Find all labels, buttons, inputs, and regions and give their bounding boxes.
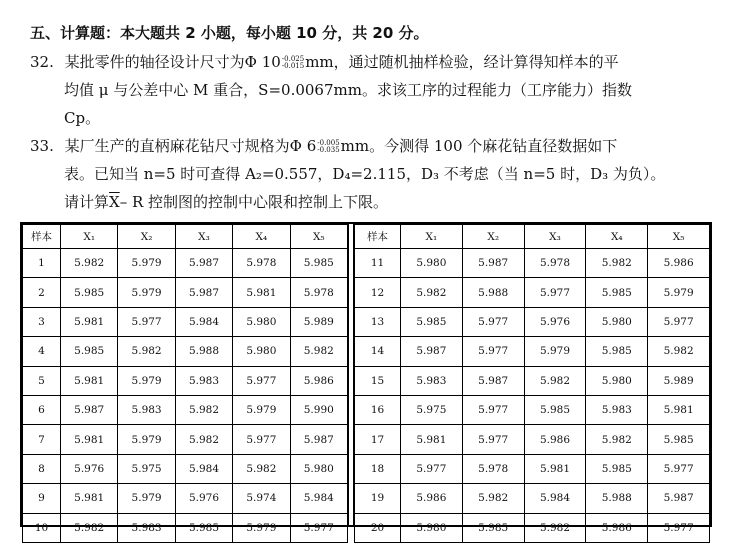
measurement-cell: 5.980 bbox=[401, 513, 463, 542]
table-row bbox=[23, 337, 348, 366]
measurement-cell: 5.981 bbox=[61, 307, 118, 336]
measurement-cell: 5.974 bbox=[233, 484, 290, 513]
left-header-cell: X₁ bbox=[61, 225, 118, 249]
left-table bbox=[22, 224, 348, 543]
measurement-cell: 5.981 bbox=[648, 395, 710, 424]
measurement-cell: 5.977 bbox=[648, 307, 710, 336]
table-row bbox=[355, 513, 710, 542]
measurement-cell: 5.984 bbox=[175, 454, 232, 483]
measurement-cell: 5.981 bbox=[61, 366, 118, 395]
table-row bbox=[23, 249, 348, 278]
measurement-cell: 5.982 bbox=[586, 425, 648, 454]
measurement-cell: 5.976 bbox=[61, 454, 118, 483]
measurement-cell: 5.982 bbox=[586, 249, 648, 278]
q32-tol-lower: -0.015 bbox=[281, 62, 305, 70]
table-row bbox=[355, 395, 710, 424]
sample-number-cell: 8 bbox=[23, 454, 61, 483]
measurement-cell: 5.982 bbox=[648, 337, 710, 366]
measurement-cell: 5.979 bbox=[648, 278, 710, 307]
sample-number-cell: 9 bbox=[23, 484, 61, 513]
q32-text-a: 某批零件的轴径设计尺寸为Φ 10 bbox=[64, 53, 281, 71]
measurement-cell: 5.980 bbox=[233, 307, 290, 336]
measurement-cell: 5.986 bbox=[524, 425, 586, 454]
measurement-cell: 5.977 bbox=[290, 513, 347, 542]
left-header-cell: X₃ bbox=[175, 225, 232, 249]
measurement-cell: 5.985 bbox=[462, 513, 524, 542]
sample-number-cell: 1 bbox=[23, 249, 61, 278]
right-header-cell: 样本 bbox=[355, 225, 401, 249]
measurement-cell: 5.977 bbox=[118, 307, 175, 336]
measurement-cell: 5.986 bbox=[290, 366, 347, 395]
measurement-cell: 5.975 bbox=[401, 395, 463, 424]
measurement-cell: 5.980 bbox=[290, 454, 347, 483]
measurement-cell: 5.979 bbox=[233, 513, 290, 542]
measurement-cell: 5.976 bbox=[524, 307, 586, 336]
measurement-cell: 5.984 bbox=[290, 484, 347, 513]
sample-number-cell: 12 bbox=[355, 278, 401, 307]
measurement-cell: 5.987 bbox=[175, 249, 232, 278]
sample-number-cell: 11 bbox=[355, 249, 401, 278]
table-row bbox=[355, 484, 710, 513]
q32-number: 32. bbox=[30, 53, 54, 71]
sample-number-cell: 19 bbox=[355, 484, 401, 513]
q33-text-d: – R 控制图的控制中心限和控制上下限。 bbox=[119, 193, 389, 211]
measurement-cell: 5.979 bbox=[118, 249, 175, 278]
measurement-cell: 5.981 bbox=[61, 425, 118, 454]
measurement-cell: 5.982 bbox=[233, 454, 290, 483]
measurement-cell: 5.987 bbox=[175, 278, 232, 307]
measurement-cell: 5.984 bbox=[524, 484, 586, 513]
sample-number-cell: 17 bbox=[355, 425, 401, 454]
q32-text-b: mm，通过随机抽样检验，经计算得知样本的平 bbox=[305, 53, 619, 71]
q33-text-c: 请计算 bbox=[64, 193, 110, 211]
measurement-cell: 5.980 bbox=[401, 249, 463, 278]
sample-number-cell: 7 bbox=[23, 425, 61, 454]
measurement-cell: 5.977 bbox=[462, 425, 524, 454]
measurement-cell: 5.986 bbox=[401, 484, 463, 513]
sample-number-cell: 13 bbox=[355, 307, 401, 336]
measurement-cell: 5.989 bbox=[290, 307, 347, 336]
left-header-cell: X₂ bbox=[118, 225, 175, 249]
measurement-cell: 5.985 bbox=[401, 307, 463, 336]
q33-tol-upper: -0.005 bbox=[317, 139, 340, 147]
measurement-cell: 5.981 bbox=[233, 278, 290, 307]
sample-number-cell: 16 bbox=[355, 395, 401, 424]
measurement-cell: 5.977 bbox=[648, 513, 710, 542]
sample-number-cell: 4 bbox=[23, 337, 61, 366]
q33-tol-lower: -0.035 bbox=[317, 146, 340, 154]
measurement-cell: 5.987 bbox=[61, 395, 118, 424]
measurement-cell: 5.978 bbox=[290, 278, 347, 307]
measurement-cell: 5.977 bbox=[401, 454, 463, 483]
measurement-cell: 5.985 bbox=[290, 249, 347, 278]
table-row bbox=[23, 366, 348, 395]
measurement-cell: 5.982 bbox=[524, 366, 586, 395]
table-row bbox=[355, 249, 710, 278]
right-header-cell: X₃ bbox=[524, 225, 586, 249]
table-row bbox=[355, 366, 710, 395]
measurement-cell: 5.984 bbox=[175, 307, 232, 336]
measurement-cell: 5.986 bbox=[648, 249, 710, 278]
table-row bbox=[23, 278, 348, 307]
table-row bbox=[23, 425, 348, 454]
table-row bbox=[355, 425, 710, 454]
measurement-cell: 5.982 bbox=[175, 395, 232, 424]
measurement-cell: 5.983 bbox=[118, 395, 175, 424]
sample-number-cell: 2 bbox=[23, 278, 61, 307]
right-table bbox=[354, 224, 710, 543]
measurement-cell: 5.977 bbox=[462, 337, 524, 366]
measurement-cell: 5.977 bbox=[233, 366, 290, 395]
sample-number-cell: 5 bbox=[23, 366, 61, 395]
measurement-cell: 5.977 bbox=[233, 425, 290, 454]
table-row bbox=[23, 395, 348, 424]
sample-number-cell: 20 bbox=[355, 513, 401, 542]
measurement-cell: 5.985 bbox=[524, 395, 586, 424]
left-header-cell: 样本 bbox=[23, 225, 61, 249]
q32-line1 bbox=[30, 51, 619, 72]
measurement-cell: 5.983 bbox=[401, 366, 463, 395]
table-row bbox=[23, 484, 348, 513]
q33-number: 33. bbox=[30, 137, 54, 155]
measurement-cell: 5.980 bbox=[586, 366, 648, 395]
q32-tolerance bbox=[282, 56, 304, 70]
measurement-cell: 5.987 bbox=[290, 425, 347, 454]
sample-number-cell: 18 bbox=[355, 454, 401, 483]
q33-line3 bbox=[64, 191, 388, 212]
right-header-cell: X₅ bbox=[648, 225, 710, 249]
measurement-cell: 5.988 bbox=[462, 278, 524, 307]
table-row bbox=[355, 454, 710, 483]
measurement-cell: 5.988 bbox=[175, 337, 232, 366]
measurement-cell: 5.985 bbox=[61, 278, 118, 307]
measurement-cell: 5.980 bbox=[586, 307, 648, 336]
sample-number-cell: 15 bbox=[355, 366, 401, 395]
q32-line2: 均值 μ 与公差中心 M 重合，S=0.0067mm。求该工序的过程能力（工序能力）指数 bbox=[64, 81, 632, 99]
measurement-cell: 5.982 bbox=[175, 425, 232, 454]
q33-tolerance bbox=[317, 140, 339, 154]
measurement-cell: 5.979 bbox=[118, 366, 175, 395]
measurement-cell: 5.977 bbox=[462, 307, 524, 336]
q33-text-a: 某厂生产的直柄麻花钻尺寸规格为Φ 6 bbox=[64, 137, 317, 155]
measurement-cell: 5.977 bbox=[648, 454, 710, 483]
measurement-cell: 5.979 bbox=[118, 484, 175, 513]
table-row bbox=[23, 307, 348, 336]
measurement-cell: 5.981 bbox=[61, 484, 118, 513]
right-header-cell: X₂ bbox=[462, 225, 524, 249]
q33-line2: 表。已知当 n=5 时可查得 A₂=0.557，D₄=2.115，D₃ 不考虑（当 n=5 时，D₃ 为负）。 bbox=[64, 165, 666, 183]
q33-line1 bbox=[30, 135, 617, 156]
measurement-cell: 5.985 bbox=[175, 513, 232, 542]
q32-line3: Cp。 bbox=[64, 109, 101, 127]
measurement-cell: 5.981 bbox=[401, 425, 463, 454]
measurement-cell: 5.985 bbox=[586, 337, 648, 366]
table-row bbox=[23, 454, 348, 483]
right-header-cell: X₁ bbox=[401, 225, 463, 249]
left-header-row bbox=[23, 225, 348, 249]
measurement-cell: 5.976 bbox=[175, 484, 232, 513]
measurement-cell: 5.982 bbox=[401, 278, 463, 307]
right-header-cell: X₄ bbox=[586, 225, 648, 249]
right-header-row bbox=[355, 225, 710, 249]
measurement-cell: 5.983 bbox=[175, 366, 232, 395]
measurement-cell: 5.990 bbox=[290, 395, 347, 424]
measurement-cell: 5.978 bbox=[524, 249, 586, 278]
q32-tol-upper: -0.025 bbox=[281, 55, 305, 63]
measurement-cell: 5.981 bbox=[524, 454, 586, 483]
sample-number-cell: 3 bbox=[23, 307, 61, 336]
sample-number-cell: 6 bbox=[23, 395, 61, 424]
measurement-cell: 5.987 bbox=[401, 337, 463, 366]
table-row bbox=[355, 278, 710, 307]
measurement-cell: 5.982 bbox=[118, 337, 175, 366]
measurement-cell: 5.983 bbox=[586, 395, 648, 424]
measurement-cell: 5.979 bbox=[118, 425, 175, 454]
measurement-cell: 5.979 bbox=[233, 395, 290, 424]
table-row bbox=[23, 513, 348, 542]
measurement-cell: 5.978 bbox=[462, 454, 524, 483]
measurement-cell: 5.988 bbox=[586, 484, 648, 513]
measurement-cell: 5.979 bbox=[118, 278, 175, 307]
measurement-cell: 5.987 bbox=[648, 484, 710, 513]
measurement-cell: 5.985 bbox=[586, 278, 648, 307]
measurement-cell: 5.983 bbox=[118, 513, 175, 542]
measurement-cell: 5.982 bbox=[61, 513, 118, 542]
measurement-cell: 5.987 bbox=[462, 366, 524, 395]
measurement-cell: 5.975 bbox=[118, 454, 175, 483]
measurement-cell: 5.978 bbox=[233, 249, 290, 278]
measurement-cell: 5.982 bbox=[524, 513, 586, 542]
measurement-cell: 5.985 bbox=[586, 454, 648, 483]
measurement-cell: 5.977 bbox=[462, 395, 524, 424]
measurement-cell: 5.977 bbox=[524, 278, 586, 307]
measurement-cell: 5.980 bbox=[233, 337, 290, 366]
measurement-cell: 5.982 bbox=[290, 337, 347, 366]
measurement-cell: 5.986 bbox=[586, 513, 648, 542]
q33-text-b: mm。今测得 100 个麻花钻直径数据如下 bbox=[340, 137, 618, 155]
sample-number-cell: 10 bbox=[23, 513, 61, 542]
measurement-cell: 5.987 bbox=[462, 249, 524, 278]
q33-xbar: $\overline{X}$ bbox=[109, 193, 120, 211]
left-header-cell: X₅ bbox=[290, 225, 347, 249]
measurement-cell: 5.982 bbox=[462, 484, 524, 513]
measurement-cell: 5.982 bbox=[61, 249, 118, 278]
left-header-cell: X₄ bbox=[233, 225, 290, 249]
measurement-cell: 5.985 bbox=[648, 425, 710, 454]
section-heading: 五、计算题：本大题共 2 小题，每小题 10 分，共 20 分。 bbox=[30, 24, 429, 42]
data-table bbox=[20, 222, 712, 534]
sample-number-cell: 14 bbox=[355, 337, 401, 366]
measurement-cell: 5.989 bbox=[648, 366, 710, 395]
table-row bbox=[355, 337, 710, 366]
measurement-cell: 5.979 bbox=[524, 337, 586, 366]
table-row bbox=[355, 307, 710, 336]
measurement-cell: 5.985 bbox=[61, 337, 118, 366]
